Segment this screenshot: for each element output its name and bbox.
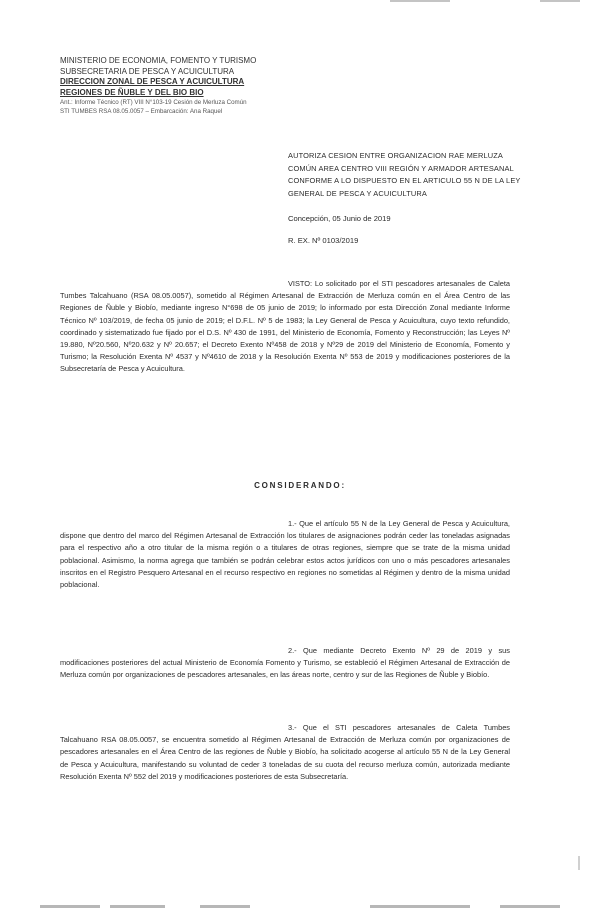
visto-paragraph: VISTO: Lo solicitado por el STI pescadores artesanales de Caleta Tumbes Talcahuano (RSA 08.05.0057), sometido al Régimen Artesanal de Extracción de Merluza común en el Área Centro de las Regiones de Ñuble y Biobío, mediante ingreso N°698 de 05 junio de 2019; lo informado por esta Dirección Zonal mediante Informe Técnico Nº 103/2019, de fecha 05 junio de 2019; el D.F.L. Nº 5 de 1983; la Ley General de Pesca y Acuicultura, cuyo texto refundido, coordinado y sistematizado fue fijado por el D.S. Nº 430 de 1991, del Ministerio de Economía, Fomento y Reconstrucción; las Leyes Nº 19.880, Nº20.560, Nº20.632 y Nº 20.657; el Decreto Exento Nº458 de 2018 y Nº29 de 2019 del Ministerio de Economía, Fomento y Turismo; la Resolución Exenta Nº 4537 y Nº4610 de 2018 y la Resolución Exenta Nº 553 de 2019 y modificaciones posteriores de la Subsecretaría de Pesca y Acuicultura.	[60, 279, 510, 374]
scan-artifact	[390, 0, 450, 2]
resolution-date: Concepción, 05 Junio de 2019	[288, 214, 391, 223]
letterhead	[60, 56, 290, 116]
resolution-number: R. EX. Nº 0103/2019	[288, 236, 359, 245]
scan-artifact	[540, 0, 580, 2]
reference-line-2: STI TUMBES RSA 08.05.0057 – Embarcación: Ana Raquel	[60, 108, 223, 115]
considerando-paragraph-1: 1.- Que el artículo 55 N de la Ley General de Pesca y Acuicultura, dispone que dentro del marco del Régimen Artesanal de Extracción los titulares de asignaciones podrán ceder las toneladas asignadas para el respectivo año a otro titular de la misma región o a titulares de otras regiones, siempre que se trate de la misma unidad poblacional. Asimismo, la norma agrega que también se podrán celebrar estos actos jurídicos con uno o más pescadores artesanales inscritos en el Registro Pesquero Artesanal en el recurso respectivo en regiones no sometidas al Régimen y dentro de la misma unidad poblacional.	[60, 519, 510, 590]
undersecretariat-name: SUBSECRETARIA DE PESCA Y ACUICULTURA	[60, 66, 235, 76]
scan-artifact	[200, 905, 250, 908]
scan-artifact	[40, 905, 100, 908]
reference-line-1: Ant.: Informe Técnico (RT) VIII N°103-19 Cesión de Merluza Común	[60, 99, 247, 106]
scan-artifact	[578, 856, 580, 870]
scan-artifact	[110, 905, 165, 908]
considerando-paragraph-2: 2.- Que mediante Decreto Exento Nº 29 de 2019 y sus modificaciones posteriores del actual Ministerio de Economía Fomento y Turismo, se estableció el Régimen Artesanal de Extracción de Merluza común por organizaciones de pescadores artesanales, en las áreas norte, centro y sur de las Regiones de Ñuble y Biobío.	[60, 646, 510, 680]
considerando-heading: CONSIDERANDO:	[254, 481, 346, 490]
considerando-paragraph-3: 3.- Que el STI pescadores artesanales de Caleta Tumbes Talcahuano RSA 08.05.0057, se encuentra sometido al Régimen Artesanal de Extracción de Merluza común por organizaciones de pescadores artesanales en el Área Centro de las regiones de Ñuble y Biobío, ha solicitado acogerse al artículo 55 N de la Ley General de Pesca y Acuicultura, manifestando su voluntad de ceder 3 toneladas de su cuota del recurso merluza común, autorizada mediante Resolución Exenta Nº 552 del 2019 y modificaciones posteriores de esta Subsecretaría.	[60, 723, 510, 781]
resolution-subject: AUTORIZA CESION ENTRE ORGANIZACION RAE MERLUZA COMÚN AREA CENTRO VIII REGIÓN Y ARMADOR ARTESANAL CONFORME A LO DISPUESTO EN EL ARTICULO 55 N DE LA LEY GENERAL DE PESCA Y ACUICULTURA	[288, 151, 521, 198]
regions-name: REGIONES DE ÑUBLE Y DEL BIO BIO	[60, 87, 204, 97]
zonal-direction-name: DIRECCION ZONAL DE PESCA Y ACUICULTURA	[60, 77, 245, 86]
scan-artifact	[500, 905, 560, 908]
ministry-name: MINISTERIO DE ECONOMIA, FOMENTO Y TURISMO	[60, 56, 257, 65]
scan-artifact	[370, 905, 470, 908]
